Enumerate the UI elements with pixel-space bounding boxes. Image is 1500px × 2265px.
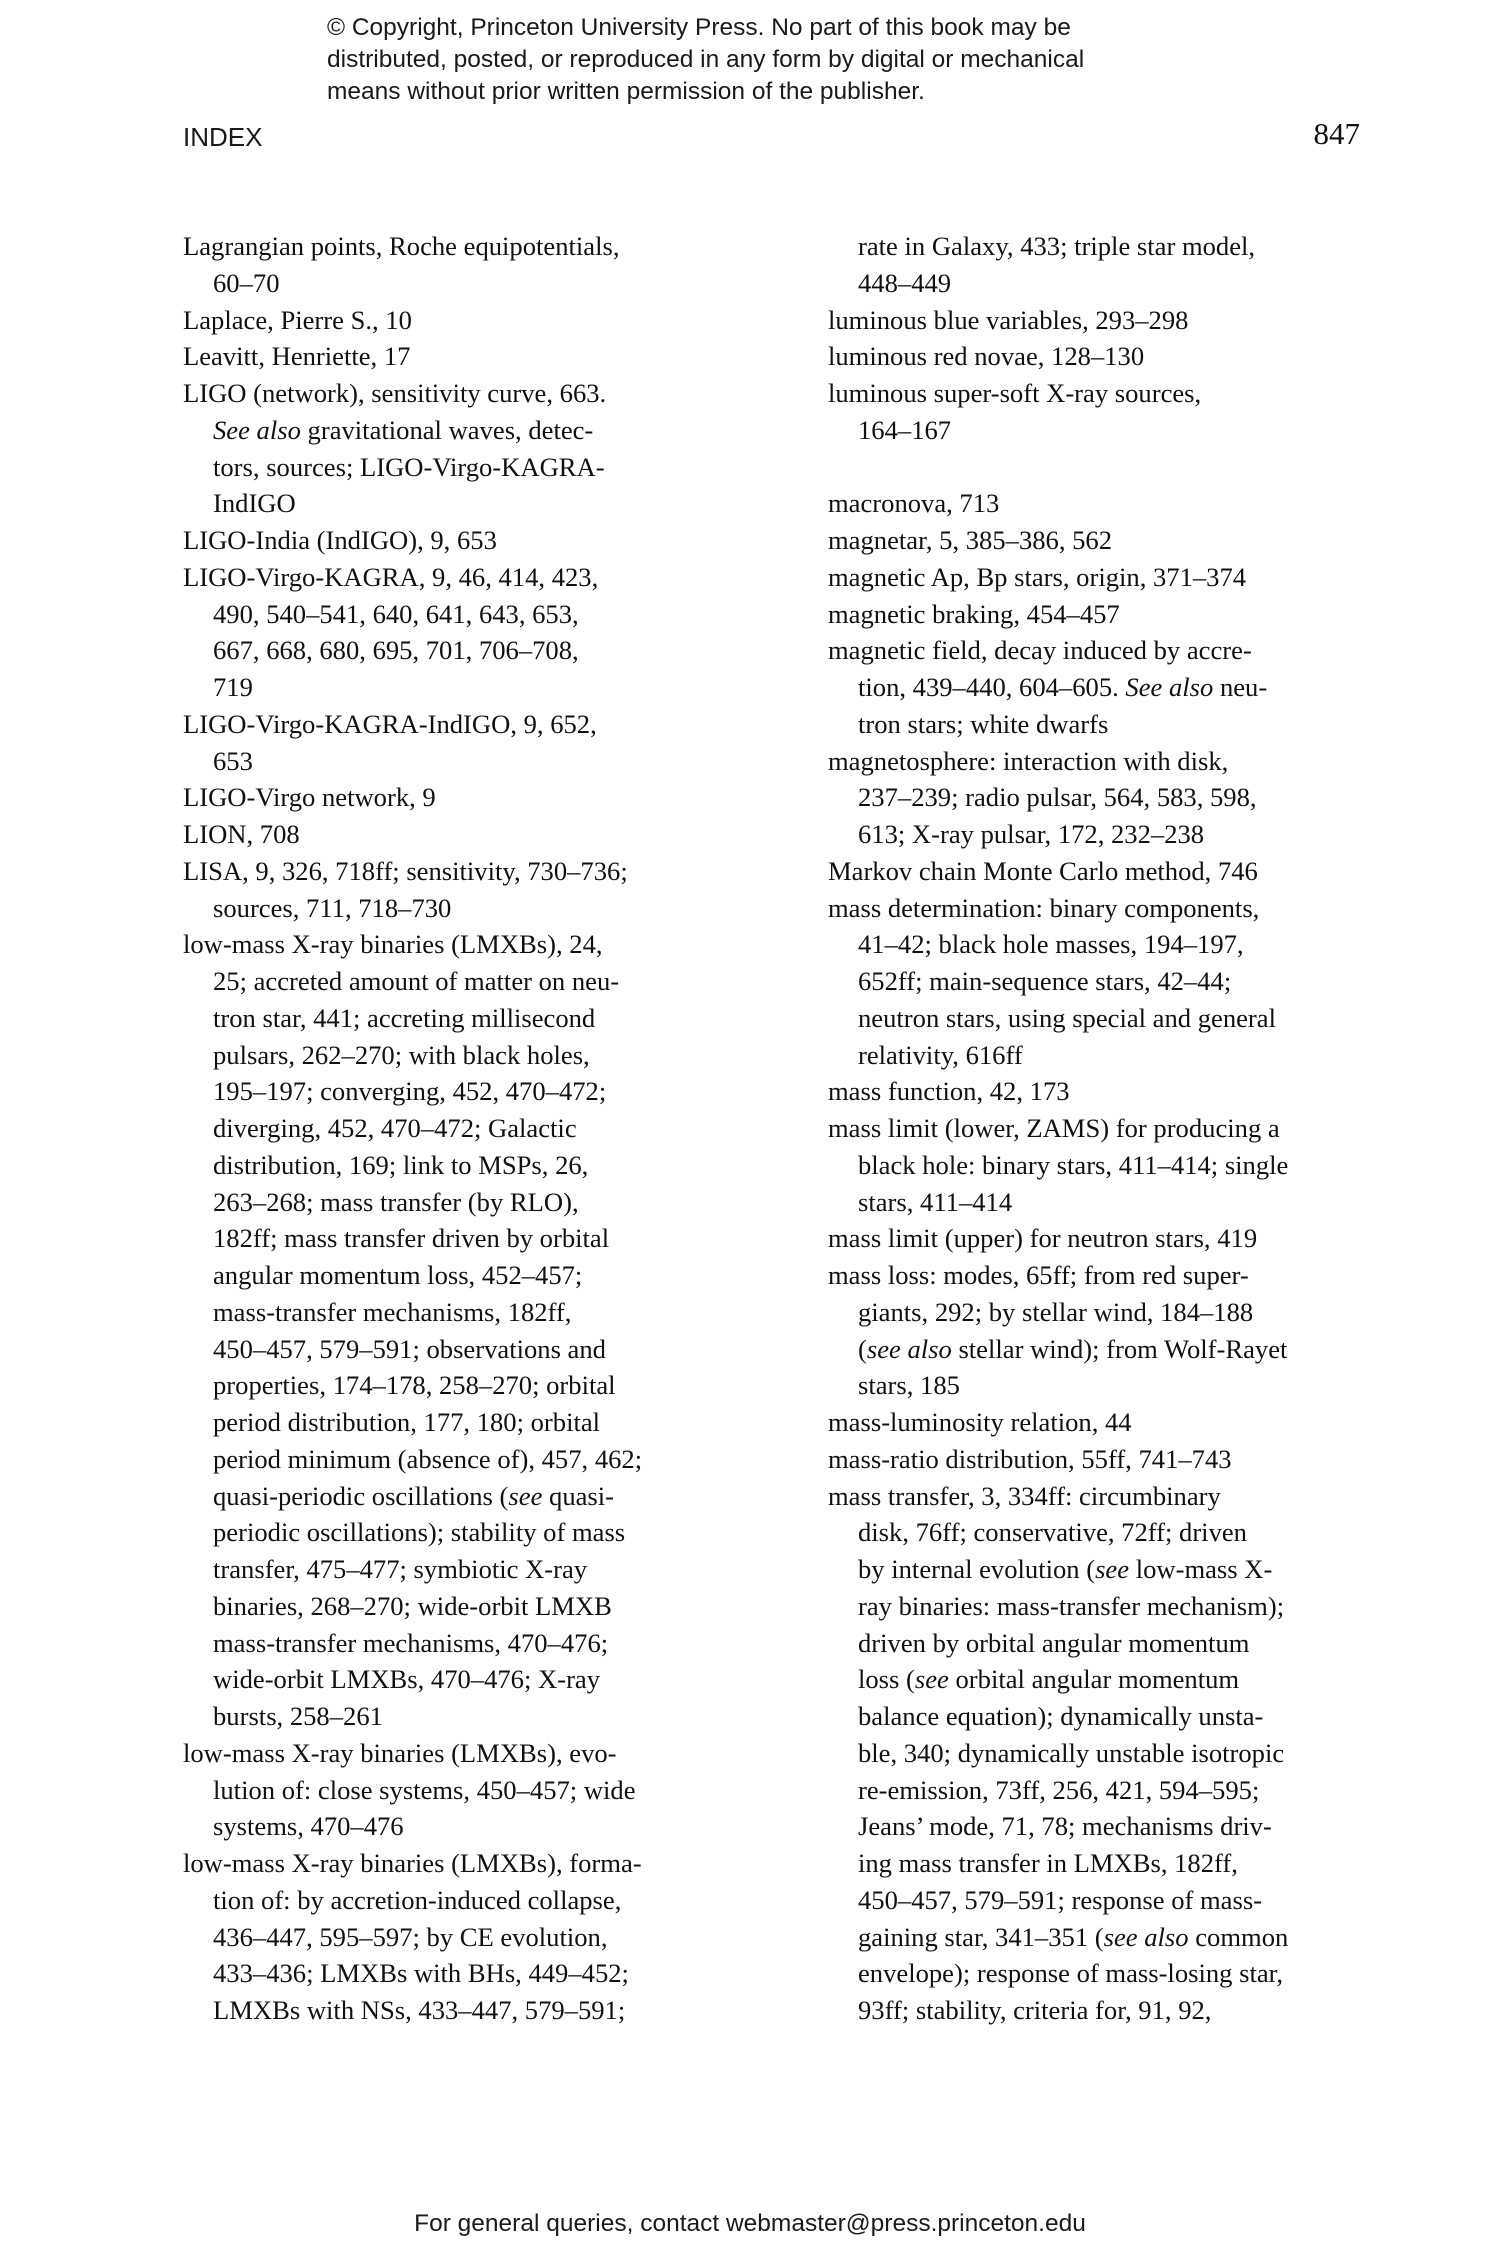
index-text: luminous red novae, 128–130	[828, 341, 1145, 372]
index-text: rate in Galaxy, 433; triple star model,	[858, 231, 1256, 261]
index-text: 25; accreted amount of matter on neu-	[213, 966, 620, 996]
index-text: gaining star, 341–351 (	[858, 1921, 1104, 1952]
index-text: magnetic field, decay induced by accre-	[828, 635, 1252, 666]
index-subline	[183, 1037, 743, 1074]
index-subline	[183, 1882, 743, 1919]
index-subline	[828, 1661, 1388, 1698]
index-text: neutron stars, using special and general	[858, 1002, 1276, 1033]
index-text: period minimum (absence of), 457, 462;	[213, 1443, 643, 1474]
index-subline	[183, 1478, 743, 1515]
index-subline	[183, 1698, 743, 1735]
index-entry	[828, 375, 1388, 412]
running-head: INDEX	[183, 122, 263, 152]
index-text: mass transfer, 3, 334ff: circumbinary	[828, 1480, 1221, 1511]
index-text: tion of: by accretion-induced collapse,	[213, 1884, 622, 1915]
index-text: mass function, 42, 173	[828, 1076, 1070, 1107]
index-entry	[828, 485, 1388, 522]
index-text: mass limit (upper) for neutron stars, 419	[828, 1223, 1258, 1254]
index-text: 164–167	[858, 414, 952, 445]
index-text: LMXBs with NSs, 433–447, 579–591;	[213, 1995, 626, 2025]
index-subline	[183, 1551, 743, 1588]
index-text: stellar wind); from Wolf-Rayet	[951, 1333, 1288, 1364]
index-subline	[183, 1772, 743, 1809]
index-text: LIGO-Virgo-KAGRA, 9, 46, 414, 423,	[183, 561, 599, 592]
index-text: tion, 439–440, 604–605.	[858, 672, 1126, 702]
index-text: Laplace, Pierre S., 10	[183, 304, 412, 335]
index-text: 436–447, 595–597; by CE evolution,	[213, 1921, 608, 1952]
index-entry	[183, 375, 743, 412]
index-text: mass limit (lower, ZAMS) for producing a	[828, 1113, 1280, 1143]
index-text: lution of: close systems, 450–457; wide	[213, 1774, 636, 1805]
index-subline	[183, 265, 743, 302]
index-subline	[828, 1735, 1388, 1772]
footer-contact: For general queries, contact webmaster@press.princeton.edu	[414, 2210, 1086, 2237]
index-text: LION, 708	[183, 819, 300, 849]
index-text: balance equation); dynamically unsta-	[858, 1701, 1264, 1731]
index-text: 613; X-ray pulsar, 172, 232–238	[858, 819, 1205, 849]
index-text: 450–457, 579–591; observations and	[213, 1333, 606, 1364]
index-entry	[828, 1441, 1388, 1478]
index-subline	[183, 1073, 743, 1110]
index-text: transfer, 475–477; symbiotic X-ray	[213, 1554, 588, 1584]
index-subline	[828, 926, 1388, 963]
index-subline	[828, 228, 1388, 265]
index-entry	[828, 743, 1388, 780]
index-text: properties, 174–178, 258–270; orbital	[213, 1370, 616, 1401]
cross-reference-label: see	[914, 1664, 949, 1695]
index-text: luminous blue variables, 293–298	[828, 304, 1189, 335]
index-subline	[828, 1551, 1388, 1588]
index-text: binaries, 268–270; wide-orbit LMXB	[213, 1590, 612, 1621]
index-entry	[828, 522, 1388, 559]
index-text: mass-ratio distribution, 55ff, 741–743	[828, 1443, 1232, 1474]
index-text: LIGO (network), sensitivity curve, 663.	[183, 378, 607, 408]
index-subline	[183, 1919, 743, 1956]
index-subline	[183, 1257, 743, 1294]
index-text: LIGO-Virgo-KAGRA-IndIGO, 9, 652,	[183, 708, 597, 739]
index-text: 60–70	[213, 267, 280, 298]
index-subline	[183, 1367, 743, 1404]
index-entry	[828, 1257, 1388, 1294]
index-text: 652ff; main-sequence stars, 42–44;	[858, 966, 1232, 996]
index-subline	[183, 669, 743, 706]
index-subline	[828, 1845, 1388, 1882]
index-subline	[828, 265, 1388, 302]
index-subline	[828, 1037, 1388, 1074]
index-subline	[828, 1919, 1388, 1956]
index-text: quasi-	[542, 1480, 615, 1511]
index-text: disk, 76ff; conservative, 72ff; driven	[858, 1517, 1247, 1548]
index-text: period distribution, 177, 180; orbital	[213, 1407, 601, 1437]
index-entry	[183, 706, 743, 743]
index-text: magnetosphere: interaction with disk,	[828, 745, 1229, 776]
index-text: neu-	[1213, 672, 1268, 702]
index-subline	[828, 1772, 1388, 1809]
copyright-line: means without prior written permission of the publisher.	[327, 78, 925, 105]
index-text: driven by orbital angular momentum	[858, 1627, 1250, 1658]
cross-reference-label: see	[508, 1480, 543, 1511]
index-entry	[828, 596, 1388, 633]
index-subline	[183, 449, 743, 486]
index-text: mass-luminosity relation, 44	[828, 1407, 1132, 1437]
index-subline	[183, 1588, 743, 1625]
index-subline	[183, 1147, 743, 1184]
index-text: orbital angular momentum	[948, 1664, 1240, 1695]
index-text: loss (	[858, 1664, 915, 1695]
index-text: bursts, 258–261	[213, 1701, 383, 1731]
index-subline	[828, 669, 1388, 706]
index-text: relativity, 616ff	[858, 1039, 1023, 1070]
cross-reference-label: see also	[1103, 1921, 1189, 1952]
index-text: black hole: binary stars, 411–414; single	[858, 1149, 1289, 1180]
index-text: 433–436; LMXBs with BHs, 449–452;	[213, 1958, 629, 1989]
index-text: tron stars; white dwarfs	[858, 708, 1109, 739]
index-text: magnetic braking, 454–457	[828, 598, 1120, 629]
index-entry	[828, 559, 1388, 596]
index-text: 41–42; black hole masses, 194–197,	[858, 929, 1244, 960]
index-entry	[183, 853, 743, 890]
index-subline	[183, 1514, 743, 1551]
copyright-notice	[327, 12, 1227, 108]
index-text: mass-transfer mechanisms, 470–476;	[213, 1627, 609, 1658]
index-entry	[828, 1478, 1388, 1515]
index-text: pulsars, 262–270; with black holes,	[213, 1039, 590, 1070]
index-entry	[183, 559, 743, 596]
index-text: by internal evolution (	[858, 1554, 1096, 1584]
index-entry	[183, 228, 743, 265]
page-number: 847	[1313, 116, 1360, 151]
index-entry	[183, 522, 743, 559]
index-text: low-mass X-ray binaries (LMXBs), evo-	[183, 1737, 617, 1768]
index-subline	[828, 1625, 1388, 1662]
copyright-line: distributed, posted, or reproduced in any form by digital or mechanical	[327, 46, 1085, 73]
index-entry	[828, 853, 1388, 890]
index-text: Leavitt, Henriette, 17	[183, 341, 411, 372]
index-text: envelope); response of mass-losing star,	[858, 1958, 1284, 1989]
index-entry	[183, 926, 743, 963]
index-subline	[828, 1698, 1388, 1735]
index-entry	[183, 1735, 743, 1772]
index-text: LIGO-India (IndIGO), 9, 653	[183, 525, 497, 555]
index-subline	[183, 890, 743, 927]
index-text: magnetar, 5, 385–386, 562	[828, 525, 1113, 555]
index-entry	[183, 338, 743, 375]
index-text: LIGO-Virgo network, 9	[183, 782, 436, 813]
index-text: (	[858, 1333, 867, 1364]
index-text: diverging, 452, 470–472; Galactic	[213, 1113, 577, 1143]
index-text: LISA, 9, 326, 718ff; sensitivity, 730–736;	[183, 855, 628, 886]
index-subline	[183, 1184, 743, 1221]
index-text: 448–449	[858, 267, 952, 298]
index-subline	[183, 412, 743, 449]
index-subline	[828, 1992, 1388, 2029]
index-subline	[828, 1000, 1388, 1037]
index-subline	[828, 816, 1388, 853]
copyright-line: © Copyright, Princeton University Press. No part of this book may be	[327, 14, 1071, 41]
index-subline	[183, 1625, 743, 1662]
index-subline	[183, 1441, 743, 1478]
index-subline	[183, 1000, 743, 1037]
index-text: low-mass X-ray binaries (LMXBs), 24,	[183, 929, 603, 960]
index-text: quasi-periodic oscillations (	[213, 1480, 509, 1511]
index-text: Lagrangian points, Roche equipotentials,	[183, 231, 620, 261]
index-text: gravitational waves, detec-	[300, 414, 594, 445]
index-entry	[828, 1220, 1388, 1257]
index-text: ray binaries: mass-transfer mechanism);	[858, 1590, 1285, 1621]
index-text: mass-transfer mechanisms, 182ff,	[213, 1296, 572, 1327]
index-text: stars, 185	[858, 1370, 960, 1401]
cross-reference-label: See also	[1125, 672, 1214, 702]
index-text: 490, 540–541, 640, 641, 643, 653,	[213, 598, 579, 629]
index-text: 667, 668, 680, 695, 701, 706–708,	[213, 635, 579, 666]
cross-reference-label: See also	[213, 414, 301, 445]
cross-reference-label: see	[1095, 1554, 1130, 1584]
index-subline	[183, 1404, 743, 1441]
index-entry	[828, 1073, 1388, 1110]
index-column-right	[828, 228, 1388, 2029]
index-entry	[183, 1845, 743, 1882]
index-subline	[828, 1588, 1388, 1625]
index-subline	[183, 1110, 743, 1147]
index-entry	[183, 302, 743, 339]
index-subline	[828, 963, 1388, 1000]
index-subline	[183, 1220, 743, 1257]
index-subline	[828, 706, 1388, 743]
index-subline	[828, 412, 1388, 449]
index-text: re-emission, 73ff, 256, 421, 594–595;	[858, 1774, 1260, 1805]
index-entry	[828, 302, 1388, 339]
index-text: 182ff; mass transfer driven by orbital	[213, 1223, 610, 1254]
index-entry	[828, 1404, 1388, 1441]
index-text: mass loss: modes, 65ff; from red super-	[828, 1260, 1249, 1290]
index-subline	[828, 1955, 1388, 1992]
index-subline	[183, 1661, 743, 1698]
index-subline	[183, 1331, 743, 1368]
index-text: 653	[213, 745, 253, 776]
index-text: 719	[213, 672, 253, 702]
index-text: 237–239; radio pulsar, 564, 583, 598,	[858, 782, 1257, 813]
index-text: low-mass X-	[1129, 1554, 1273, 1584]
index-subline	[828, 1184, 1388, 1221]
index-entry	[828, 890, 1388, 927]
index-text: 263–268; mass transfer (by RLO),	[213, 1186, 579, 1217]
index-subline	[828, 1331, 1388, 1368]
index-column-left	[183, 228, 743, 2029]
index-text: wide-orbit LMXBs, 470–476; X-ray	[213, 1664, 601, 1695]
index-text: common	[1188, 1921, 1289, 1952]
index-subline	[183, 485, 743, 522]
index-text: tors, sources; LIGO-Virgo-KAGRA-	[213, 451, 605, 482]
cross-reference-label: see also	[866, 1333, 952, 1364]
index-text: sources, 711, 718–730	[213, 892, 452, 923]
index-text: angular momentum loss, 452–457;	[213, 1260, 583, 1290]
index-subline	[828, 1367, 1388, 1404]
index-text: systems, 470–476	[213, 1811, 404, 1842]
index-text: stars, 411–414	[858, 1186, 1013, 1217]
index-subline	[183, 1808, 743, 1845]
index-text: giants, 292; by stellar wind, 184–188	[858, 1296, 1254, 1327]
index-subline	[183, 963, 743, 1000]
index-subline	[183, 1955, 743, 1992]
index-entry	[828, 1110, 1388, 1147]
index-text: mass determination: binary components,	[828, 892, 1260, 923]
index-subline	[183, 596, 743, 633]
index-subline	[828, 1147, 1388, 1184]
index-entry	[828, 449, 1388, 486]
index-text: luminous super-soft X-ray sources,	[828, 378, 1202, 408]
index-text: ble, 340; dynamically unstable isotropic	[858, 1737, 1285, 1768]
index-text: tron star, 441; accreting millisecond	[213, 1002, 596, 1033]
index-text: IndIGO	[213, 488, 296, 519]
index-subline	[828, 1514, 1388, 1551]
index-entry	[183, 779, 743, 816]
index-subline	[183, 632, 743, 669]
index-entry	[183, 816, 743, 853]
index-text: 450–457, 579–591; response of mass-	[858, 1884, 1263, 1915]
index-subline	[183, 1992, 743, 2029]
index-text: 93ff; stability, criteria for, 91, 92,	[858, 1995, 1212, 2025]
index-subline	[828, 1294, 1388, 1331]
index-subline	[828, 1808, 1388, 1845]
index-text: Jeans’ mode, 71, 78; mechanisms driv-	[858, 1811, 1272, 1842]
index-text: 195–197; converging, 452, 470–472;	[213, 1076, 607, 1107]
index-subline	[828, 779, 1388, 816]
index-text: macronova, 713	[828, 488, 1000, 519]
index-text: Markov chain Monte Carlo method, 746	[828, 855, 1258, 886]
index-text: ing mass transfer in LMXBs, 182ff,	[858, 1848, 1238, 1878]
index-entry	[828, 338, 1388, 375]
index-text: periodic oscillations); stability of mass	[213, 1517, 626, 1548]
index-text: low-mass X-ray binaries (LMXBs), forma-	[183, 1848, 642, 1878]
index-text: distribution, 169; link to MSPs, 26,	[213, 1149, 589, 1180]
index-subline	[828, 1882, 1388, 1919]
index-subline	[183, 743, 743, 780]
index-text: magnetic Ap, Bp stars, origin, 371–374	[828, 561, 1247, 592]
index-entry	[828, 632, 1388, 669]
index-subline	[183, 1294, 743, 1331]
